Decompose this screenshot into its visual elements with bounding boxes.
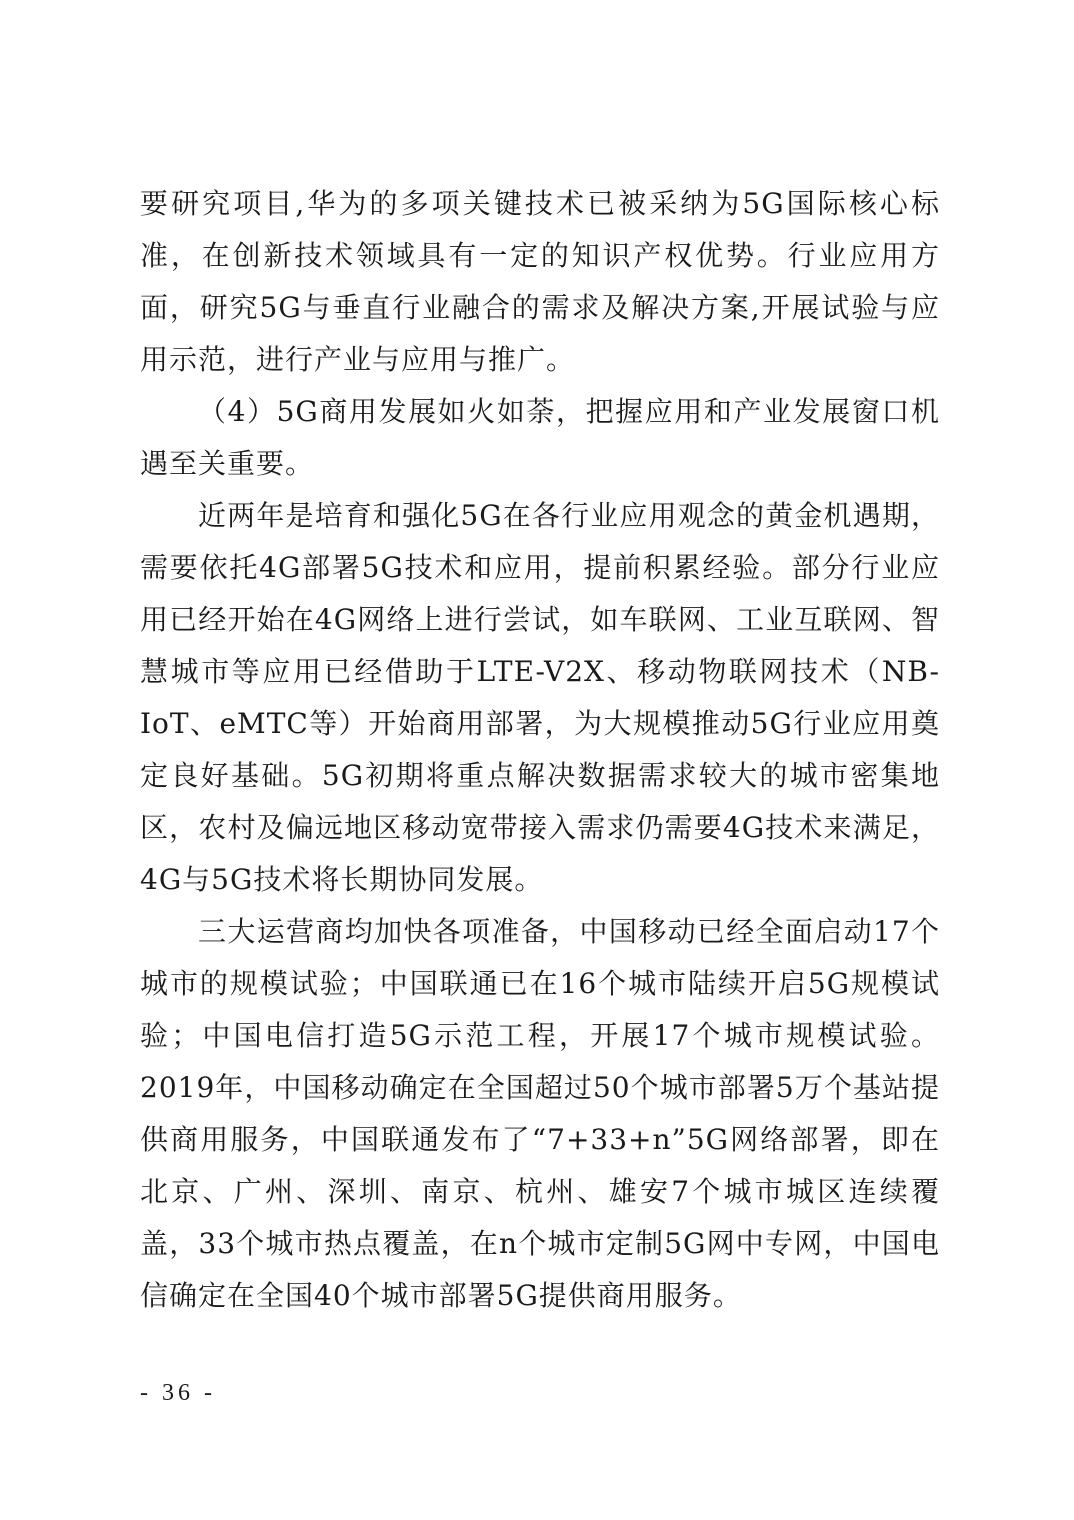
body-text <box>140 178 940 1322</box>
paragraph-operators: 三大运营商均加快各项准备，中国移动已经全面启动17个城市的规模试验；中国联通已在16个城市陆续开启5G规模试验；中国电信打造5G示范工程，开展17个城市规模试验。2019年，中国移动确定在全国超过50个城市部署5万个基站提供商用服务，中国联通发布了“7+33+n”5G网络部署，即在北京、广州、深圳、南京、杭州、雄安7个城市城区连续覆盖，33个城市热点覆盖，在n个城市定制5G网中专网，中国电信确定在全国40个城市部署5G提供商用服务。 <box>140 915 940 1312</box>
paragraph-5g-window: 近两年是培育和强化5G在各行业应用观念的黄金机遇期，需要依托4G部署5G技术和应用，提前积累经验。部分行业应用已经开始在4G网络上进行尝试，如车联网、工业互联网、智慧城市等应用已经借助于LTE-V2X、移动物联网技术（NB-IoT、eMTC等）开始商用部署，为大规模推动5G行业应用奠定良好基础。5G初期将重点解决数据需求较大的城市密集地区，农村及偏远地区移动宽带接入需求仍需要4G技术来满足，4G与5G技术将长期协同发展。 <box>140 499 940 896</box>
page-number: - 36 - <box>140 1380 216 1406</box>
paragraph-continuation: 要研究项目,华为的多项关键技术已被采纳为5G国际核心标准，在创新技术领域具有一定的知识产权优势。行业应用方面，研究5G与垂直行业融合的需求及解决方案,开展试验与应用示范，进行产业与应用与推广。 <box>140 187 940 376</box>
paragraph-heading-4: （4）5G商用发展如火如荼，把握应用和产业发展窗口机遇至关重要。 <box>140 395 940 480</box>
